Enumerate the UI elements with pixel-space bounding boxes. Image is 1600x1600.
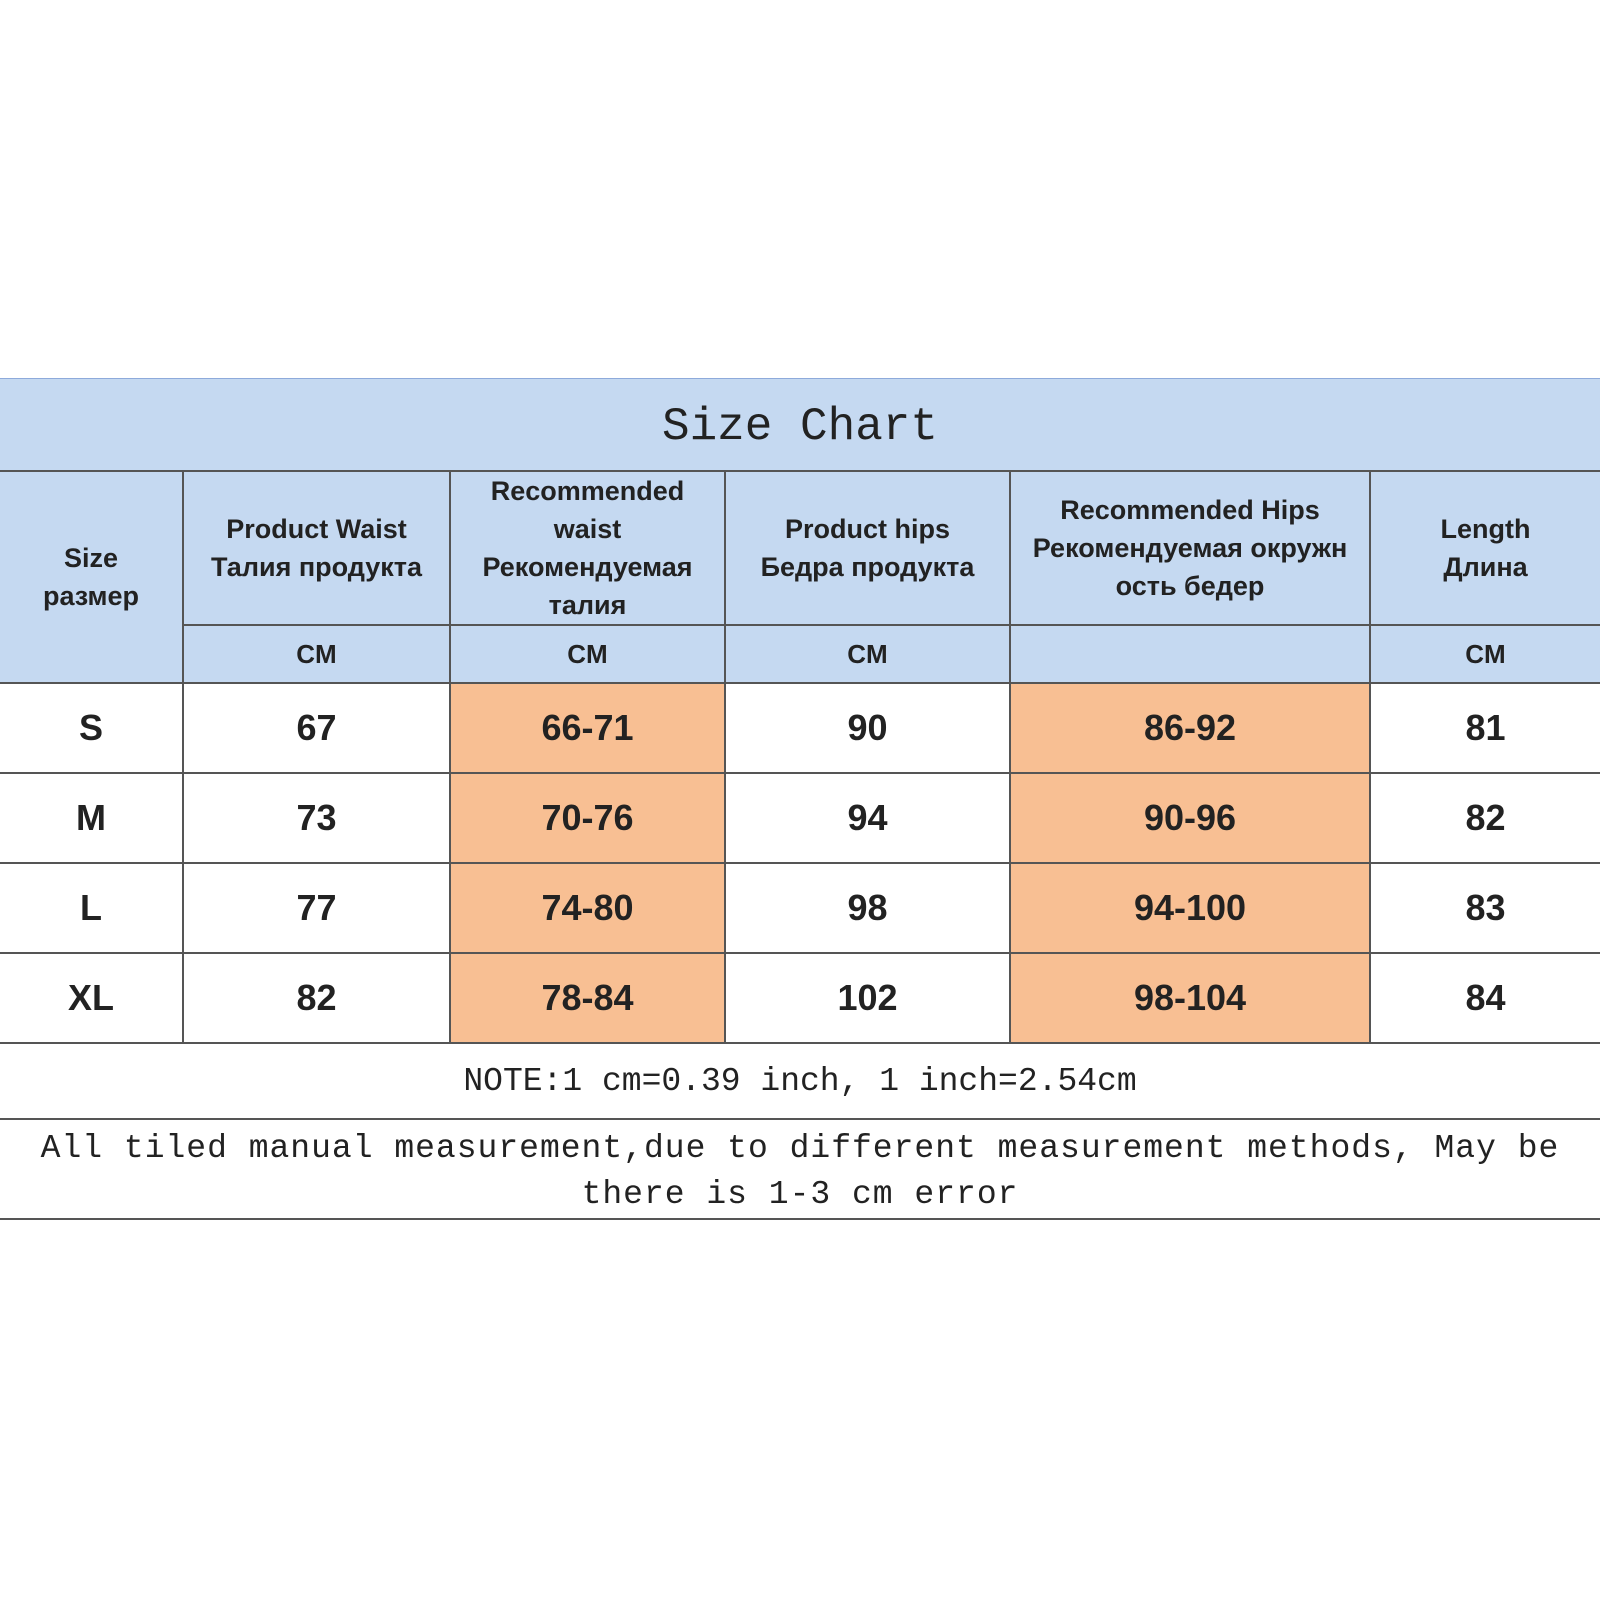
header-recommended-hips <box>1010 472 1370 625</box>
header-size-ru: размер <box>42 581 140 611</box>
header-length-ru: Длина <box>1443 552 1528 582</box>
cell-recommended-hips: 98-104 <box>1010 953 1370 1043</box>
size-chart <box>0 378 1600 1220</box>
cell-product-hips: 102 <box>725 953 1010 1043</box>
header-length-en: Length <box>1440 514 1531 544</box>
header-length <box>1370 472 1600 625</box>
unit-recommended-hips <box>1010 625 1370 683</box>
unit-length: CM <box>1370 625 1600 683</box>
header-product-waist <box>183 472 450 625</box>
header-size-en: Size <box>63 543 119 573</box>
cell-recommended-hips: 94-100 <box>1010 863 1370 953</box>
cell-recommended-waist: 66-71 <box>450 683 725 773</box>
unit-product-hips: CM <box>725 625 1010 683</box>
unit-row <box>0 625 1600 683</box>
header-recommended-waist <box>450 472 725 625</box>
header-recommended-waist-ru-1: Рекомендуемая <box>482 552 693 582</box>
conversion-note <box>0 1044 1600 1120</box>
header-row <box>0 472 1600 625</box>
header-recommended-waist-en-1: Recommended <box>490 476 685 506</box>
chart-title: Size Chart <box>661 400 939 453</box>
header-product-waist-en: Product Waist <box>226 514 407 544</box>
header-recommended-waist-en-2: waist <box>553 514 622 544</box>
cell-recommended-hips: 86-92 <box>1010 683 1370 773</box>
cell-product-waist: 82 <box>183 953 450 1043</box>
measurement-disclaimer <box>0 1120 1600 1220</box>
title-bar <box>0 378 1600 472</box>
cell-product-waist: 67 <box>183 683 450 773</box>
cell-product-waist: 73 <box>183 773 450 863</box>
header-product-hips <box>725 472 1010 625</box>
header-product-waist-ru: Талия продукта <box>210 552 423 582</box>
table-row <box>0 683 1600 773</box>
header-recommended-hips-en: Recommended Hips <box>1060 495 1320 525</box>
table-row <box>0 863 1600 953</box>
cell-product-hips: 90 <box>725 683 1010 773</box>
header-recommended-hips-ru-1: Рекомендуемая окружн <box>1032 533 1348 563</box>
header-size <box>0 472 183 683</box>
cell-product-waist: 77 <box>183 863 450 953</box>
cell-product-hips: 98 <box>725 863 1010 953</box>
header-recommended-hips-ru-2: ость бедер <box>1115 571 1265 601</box>
conversion-note-text: NOTE:1 cm=0.39 inch, 1 inch=2.54cm <box>463 1062 1137 1100</box>
cell-recommended-hips: 90-96 <box>1010 773 1370 863</box>
measurement-disclaimer-text: All tiled manual measurement,due to different measurement methods, May be there is 1-3 cm error <box>40 1130 1560 1213</box>
cell-length: 83 <box>1370 863 1600 953</box>
cell-size: M <box>0 773 183 863</box>
table-row <box>0 953 1600 1043</box>
unit-product-waist: CM <box>183 625 450 683</box>
header-product-hips-ru: Бедра продукта <box>760 552 975 582</box>
cell-length: 82 <box>1370 773 1600 863</box>
header-product-hips-en: Product hips <box>784 514 950 544</box>
cell-recommended-waist: 78-84 <box>450 953 725 1043</box>
size-table <box>0 472 1600 1044</box>
cell-size: XL <box>0 953 183 1043</box>
cell-product-hips: 94 <box>725 773 1010 863</box>
cell-recommended-waist: 70-76 <box>450 773 725 863</box>
cell-size: L <box>0 863 183 953</box>
unit-recommended-waist: CM <box>450 625 725 683</box>
cell-size: S <box>0 683 183 773</box>
cell-length: 84 <box>1370 953 1600 1043</box>
table-row <box>0 773 1600 863</box>
cell-recommended-waist: 74-80 <box>450 863 725 953</box>
header-recommended-waist-ru-2: талия <box>548 590 627 620</box>
cell-length: 81 <box>1370 683 1600 773</box>
